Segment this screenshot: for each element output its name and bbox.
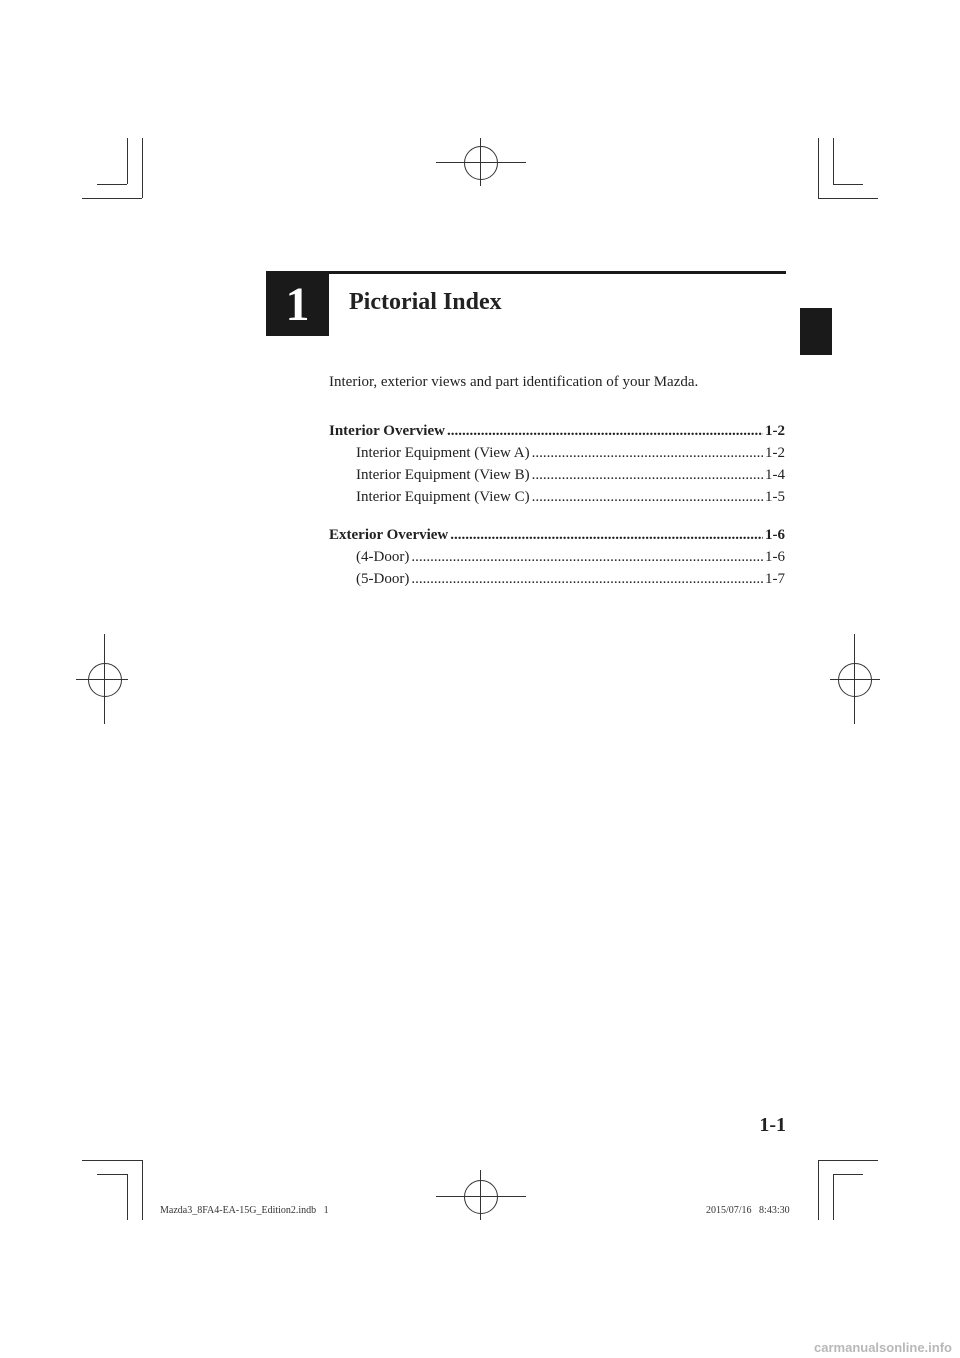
toc-entry-interior-view-a[interactable]: Interior Equipment (View A) ..... 1-2 [356, 445, 785, 462]
chapter-side-tab [800, 308, 832, 355]
toc-entry-exterior-overview[interactable]: Exterior Overview ..... 1-6 [329, 527, 785, 544]
table-of-contents [329, 420, 785, 600]
chapter-number: 1 [266, 273, 329, 336]
footer-file-name: Mazda3_8FA4-EA-15G_Edition2.indb 1 [160, 1205, 329, 1216]
page-number: 1-1 [759, 1114, 786, 1136]
chapter-title: Pictorial Index [349, 289, 502, 315]
toc-entry-interior-overview[interactable]: Interior Overview ..... 1-2 [329, 423, 785, 440]
chapter-rule [266, 271, 786, 274]
toc-entry-interior-view-b[interactable]: Interior Equipment (View B) ..... 1-4 [356, 467, 785, 484]
toc-entry-5-door[interactable]: (5-Door) ..... 1-7 [356, 571, 785, 588]
toc-entry-interior-view-c[interactable]: Interior Equipment (View C) ..... 1-5 [356, 489, 785, 506]
chapter-intro: Interior, exterior views and part identification of your Mazda. [329, 374, 699, 390]
footer-timestamp: 2015/07/16 8:43:30 [706, 1205, 790, 1216]
watermark-text: carmanualsonline.info [814, 1340, 952, 1355]
toc-entry-4-door[interactable]: (4-Door) ..... 1-6 [356, 549, 785, 566]
